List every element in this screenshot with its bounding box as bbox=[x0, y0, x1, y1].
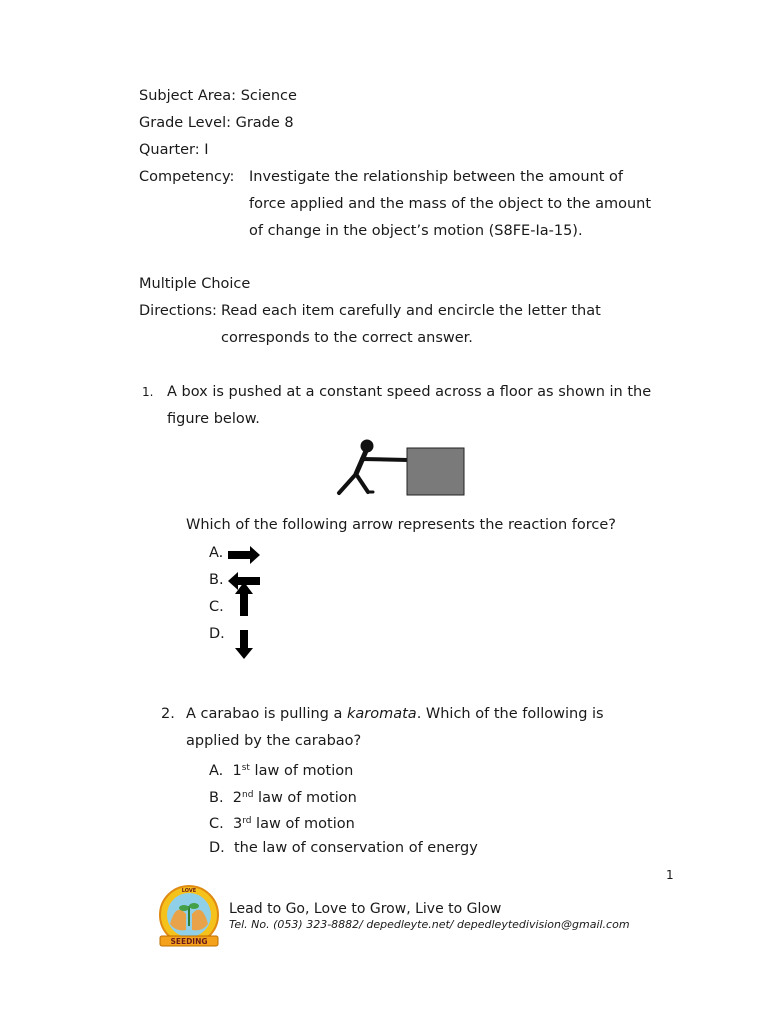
option-text: law of motion bbox=[251, 816, 355, 832]
option-letter[interactable]: A. bbox=[209, 545, 224, 561]
question-prompt: Which of the following arrow represents the reaction force? bbox=[186, 517, 616, 533]
question-text: figure below. bbox=[167, 411, 260, 427]
option-text: the law of conservation of energy bbox=[234, 840, 478, 856]
logo-bottom-text: SEEDING bbox=[170, 937, 208, 946]
question-number: 1. bbox=[142, 385, 154, 399]
option-letter[interactable]: B. bbox=[209, 572, 224, 588]
option-letter[interactable]: D. bbox=[209, 626, 225, 642]
option-ordinal: st bbox=[241, 763, 250, 773]
stick-figure-icon bbox=[339, 440, 408, 493]
logo-top-text: LOVE bbox=[181, 888, 197, 894]
question-text-part: . Which of the following is bbox=[416, 706, 604, 722]
subject-area bbox=[139, 83, 297, 110]
competency-label: Competency: bbox=[139, 169, 235, 185]
karomata-term: karomata bbox=[346, 706, 417, 722]
quarter-label: Quarter: bbox=[139, 142, 200, 158]
option-letter[interactable]: C. bbox=[209, 599, 224, 615]
pushing-figure-illustration bbox=[332, 434, 472, 500]
option-item[interactable] bbox=[209, 808, 355, 838]
subject-value: Science bbox=[240, 88, 297, 104]
division-logo bbox=[156, 884, 222, 950]
subject-label: Subject Area: bbox=[139, 88, 237, 104]
option-ordinal: rd bbox=[242, 816, 252, 826]
grade-level bbox=[139, 110, 294, 137]
option-number: 1 bbox=[232, 763, 242, 779]
directions-label: Directions: bbox=[139, 303, 217, 319]
box-shape bbox=[407, 448, 464, 495]
section-title: Multiple Choice bbox=[139, 276, 251, 292]
option-number: 2 bbox=[232, 790, 243, 806]
grade-value: Grade 8 bbox=[235, 115, 294, 131]
option-text: law of motion bbox=[253, 790, 357, 806]
competency-line: force applied and the mass of the object to the amount bbox=[249, 196, 652, 212]
right-arrow-icon[interactable] bbox=[228, 546, 260, 564]
footer-contact[interactable]: Tel. No. (053) 323-8882/ depedleyte.net/ depedleytedivision@gmail.com bbox=[229, 918, 630, 931]
down-arrow-icon[interactable] bbox=[235, 630, 253, 659]
quarter bbox=[139, 137, 209, 164]
competency-line: of change in the object’s motion (S8FE-Ia-15). bbox=[249, 223, 583, 239]
question-text: A box is pushed at a constant speed across a floor as shown in the bbox=[167, 384, 652, 400]
question-text: applied by the carabao? bbox=[186, 733, 362, 749]
option-number: 3 bbox=[232, 816, 243, 832]
arrow-options bbox=[226, 544, 262, 662]
option-letter[interactable]: A. bbox=[209, 763, 224, 779]
quarter-value: I bbox=[204, 142, 209, 158]
directions-line: corresponds to the correct answer. bbox=[221, 330, 473, 346]
competency-line: Investigate the relationship between the amount of bbox=[249, 169, 624, 185]
question-text bbox=[186, 701, 604, 728]
option-letter[interactable]: D. bbox=[209, 840, 225, 856]
option-ordinal: nd bbox=[242, 790, 254, 800]
option-letter[interactable]: B. bbox=[209, 790, 224, 806]
directions-line: Read each item carefully and encircle the letter that bbox=[221, 303, 601, 319]
footer-motto: Lead to Go, Love to Grow, Live to Glow bbox=[229, 901, 502, 917]
option-item[interactable] bbox=[209, 835, 478, 862]
option-text: law of motion bbox=[249, 763, 354, 779]
question-number: 2. bbox=[161, 706, 175, 722]
grade-label: Grade Level: bbox=[139, 115, 231, 131]
option-letter[interactable]: C. bbox=[209, 816, 224, 832]
page-number: 1 bbox=[666, 868, 674, 882]
option-item[interactable] bbox=[209, 755, 353, 785]
question-text-part: A carabao is pulling a bbox=[186, 706, 347, 722]
